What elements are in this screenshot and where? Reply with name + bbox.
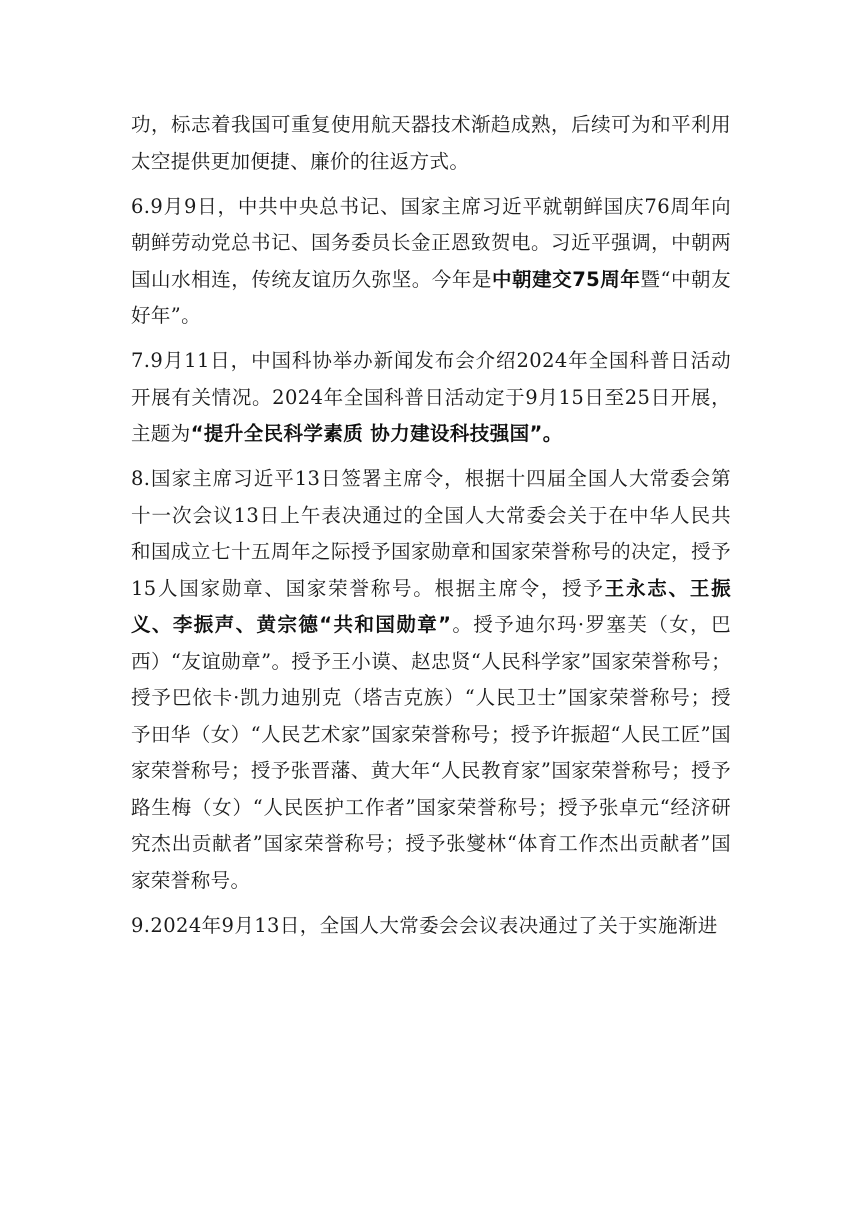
document-body bbox=[131, 107, 731, 953]
bold-highlight: “提升全民科学素质 协力建设科技强国”。 bbox=[190, 422, 563, 445]
text-segment: 。授予迪尔玛·罗塞芙（女，巴西）“友谊勋章”。授予王小谟、赵忠贤“人民科学家”国家荣誉称号；授予巴依卡·凯力迪别克（塔吉克族）“人民卫士”国家荣誉称号；授予田华（女）“人民艺术家”国家荣誉称号；授予许振超“人民工匠”国家荣誉称号；授予张晋藩、黄大年“人民教育家”国家荣誉称号；授予路生梅（女）“人民医护工作者”国家荣誉称号；授予张卓元“经济研究杰出贡献者”国家荣誉称号；授予张燮林“体育工作杰出贡献者”国家荣誉称号。 bbox=[131, 613, 731, 892]
bold-highlight: 中朝建交75周年 bbox=[491, 267, 641, 291]
paragraph-space-reuse bbox=[131, 107, 731, 180]
paragraph-item-7 bbox=[131, 343, 731, 453]
paragraph-item-6 bbox=[131, 189, 731, 335]
text-segment: 9.2024年9月13日，全国人大常委会会议表决通过了关于实施渐进 bbox=[131, 913, 718, 937]
bold-highlight: 王永志、王振义、李振声、黄宗德“共和国勋章” bbox=[131, 576, 732, 636]
text-segment: 8.国家主席习近平13日签署主席令，根据十四届全国人大常委会第十一次会议13日上午表决通过的全国人大常委会关于在中华人民共和国成立七十五周年之际授予国家勋章和国家荣誉称号的决定，授予15人国家勋章、国家荣誉称号。根据主席令，授予 bbox=[131, 467, 731, 600]
text-segment: 功，标志着我国可重复使用航天器技术渐趋成熟，后续可为和平利用太空提供更加便捷、廉价的往返方式。 bbox=[131, 113, 731, 173]
paragraph-item-9 bbox=[131, 908, 731, 945]
text-segment: 7.9月11日，中国科协举办新闻发布会介绍2024年全国科普日活动开展有关情况。2024年全国科普日活动定于9月15日至25日开展，主题为 bbox=[131, 349, 731, 445]
text-segment: 6.9月9日，中共中央总书记、国家主席习近平就朝鲜国庆76周年向朝鲜劳动党总书记、国务委员长金正恩致贺电。习近平强调，中朝两国山水相连，传统友谊历久弥坚。今年是 bbox=[131, 194, 731, 291]
paragraph-item-8 bbox=[131, 461, 731, 899]
text-segment: 暨“中朝友好年”。 bbox=[131, 267, 731, 327]
